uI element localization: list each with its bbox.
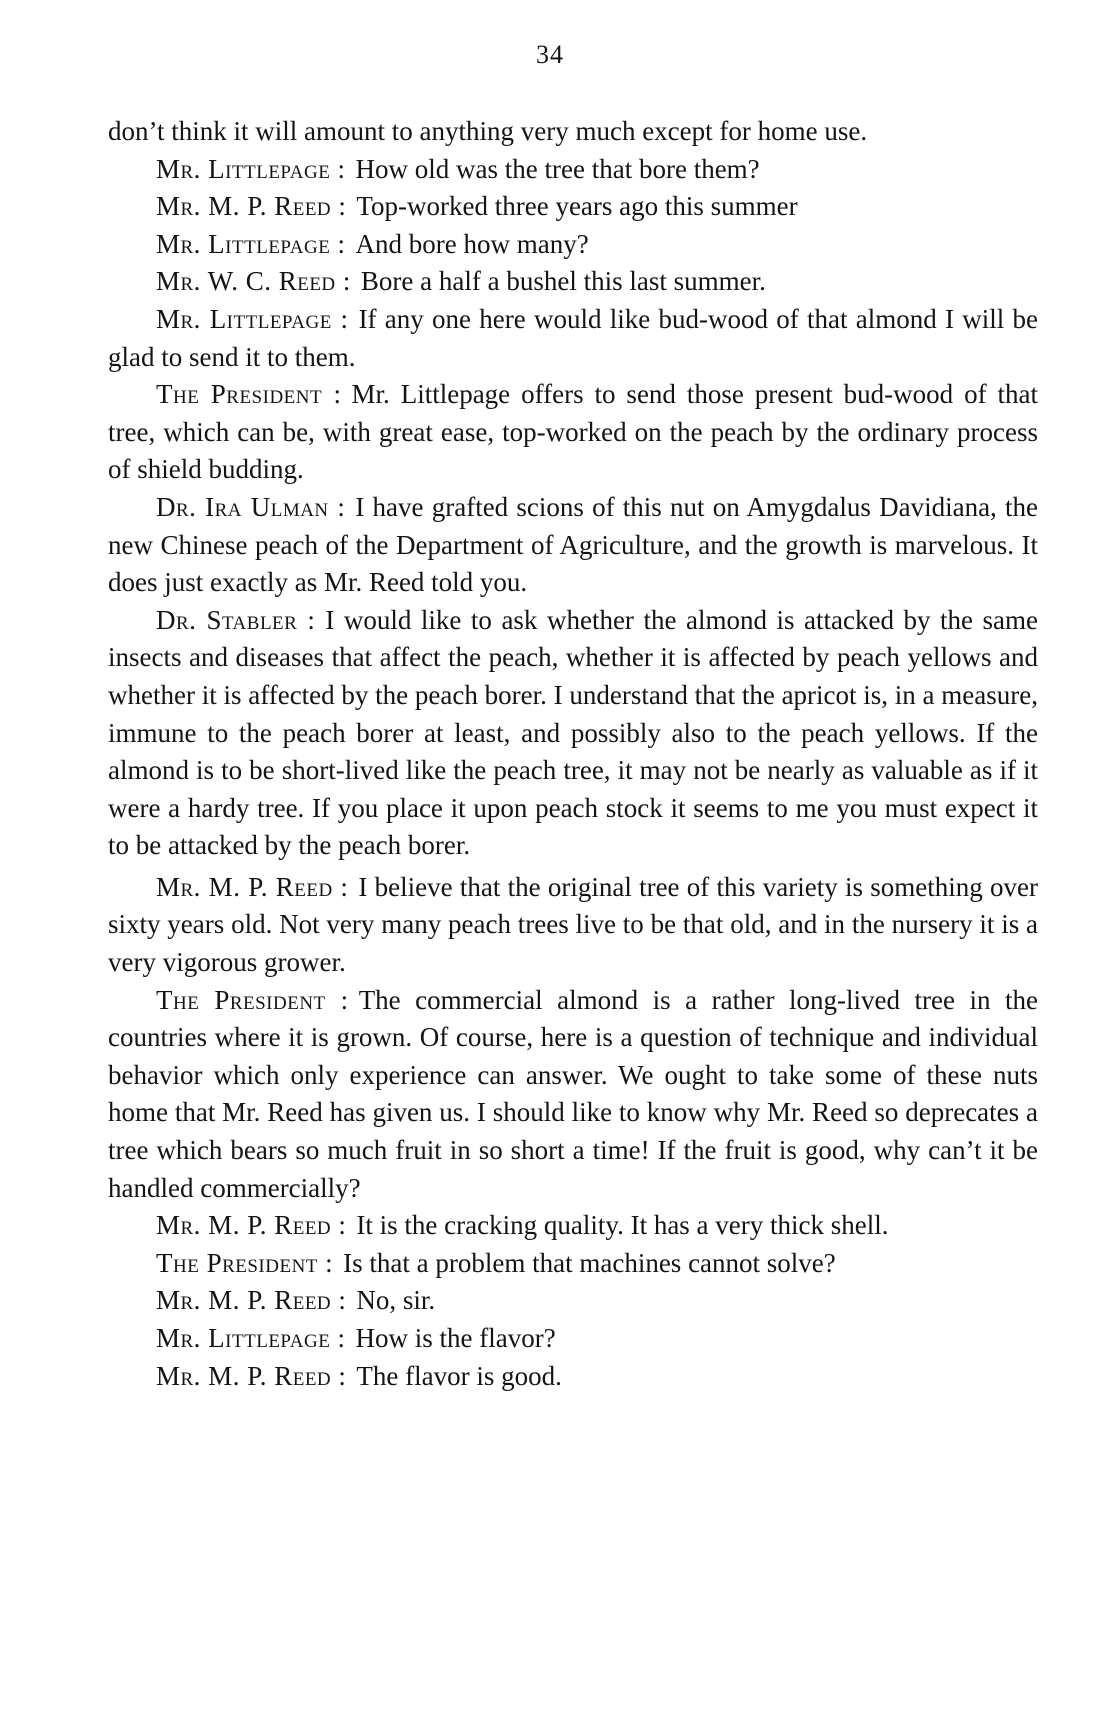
speaker-name: Mr. Littlepage : [156,1323,346,1353]
paragraph-text: The commercial almond is a rather long-lived tree in the countries where it is grown. Of course, here is a question of technique and individual behavior which only experience can answer. We ought to take some of these nuts home that Mr. Reed has given us. I should like to know why Mr. Reed so deprecates a tree which bears so much fruit in so short a time! If the fruit is good, why can’t it be handled commercially? [108,984,1038,1203]
paragraph [108,301,1038,376]
paragraph [108,1320,1038,1358]
speaker-name: Mr. M. P. Reed : [156,1210,347,1241]
paragraph-text: Is that a problem that machines cannot solve? [343,1247,836,1278]
paragraph [108,151,1038,189]
paragraph [108,869,1038,982]
body-text [108,113,1038,1395]
page-number: 34 [536,40,564,69]
paragraph [108,982,1038,1208]
paragraph-text: No, sir. [356,1285,436,1316]
speaker-name: Mr. Littlepage : [156,153,346,184]
speaker-name: Dr. Ira Ulman : [156,491,346,522]
paragraph [108,1245,1038,1283]
paragraph [108,113,1038,151]
paragraph-text: I would like to ask whether the almond is attacked by the same insects and diseases that affect the peach, whether it is affected by peach yellows and whether it is affected by the peach borer. I understand that the apricot is, in a measure, immune to the peach borer at least, and possibly also to the peach yellows. If the almond is to be short-lived like the peach tree, it may not be nearly as valuable as if it were a hardy tree. If you place it upon peach stock it seems to me you must expect it to be attacked by the peach borer. [108,604,1038,861]
paragraph [108,602,1038,865]
speaker-name: The President : [156,1247,334,1278]
speaker-name: Mr. Littlepage : [156,303,349,334]
paragraph-text: Top-worked three years ago this summer [356,191,798,222]
paragraph [108,1358,1038,1396]
paragraph [108,263,1038,301]
paragraph-text: If any one here would like bud-wood of that almond I will be glad to send it to them. [108,303,1038,372]
paragraph [108,1207,1038,1245]
speaker-name: Mr. M. P. Reed : [156,191,347,222]
paragraph [108,376,1038,489]
paragraph [108,226,1038,264]
speaker-name: Mr. Littlepage : [156,228,346,259]
paragraph-text: Bore a half a bushel this last summer. [360,266,766,297]
paragraph-text: How old was the tree that bore them? [355,153,760,184]
speaker-name: The President : [156,984,349,1015]
paragraph-text: I have grafted scions of this nut on Amygdalus Davidiana, the new Chinese peach of the Department of Agriculture, and the growth is marvelous. It does just exactly as Mr. Reed told you. [108,491,1038,598]
speaker-name: Mr. W. C. Reed : [156,266,351,297]
paragraph-text: I believe that the original tree of this variety is something over sixty years old. Not very many peach trees live to be that old, and in the nursery it is a very vigorous grower. [108,871,1038,978]
speaker-name: Dr. Stabler : [156,604,316,635]
paragraph-text: don’t think it will amount to anything very much except for home use. [108,116,868,146]
paragraph-text: And bore how many? [355,228,589,259]
paragraph [108,188,1038,226]
paragraph-text: It is the cracking quality. It has a very thick shell. [356,1210,889,1241]
speaker-name: The President : [156,379,342,410]
paragraph-text: The flavor is good. [356,1360,562,1391]
speaker-name: Mr. M. P. Reed : [156,1285,347,1316]
paragraph [108,489,1038,602]
speaker-name: Mr. M. P. Reed : [156,1360,347,1391]
speaker-name: Mr. M. P. Reed : [156,871,349,902]
paragraph-text: Mr. Littlepage offers to send those present bud-wood of that tree, which can be, with great ease, top-worked on the peach by the ordinary process of shield budding. [108,379,1038,485]
paragraph [108,1282,1038,1320]
paragraph-text: How is the flavor? [355,1323,556,1353]
